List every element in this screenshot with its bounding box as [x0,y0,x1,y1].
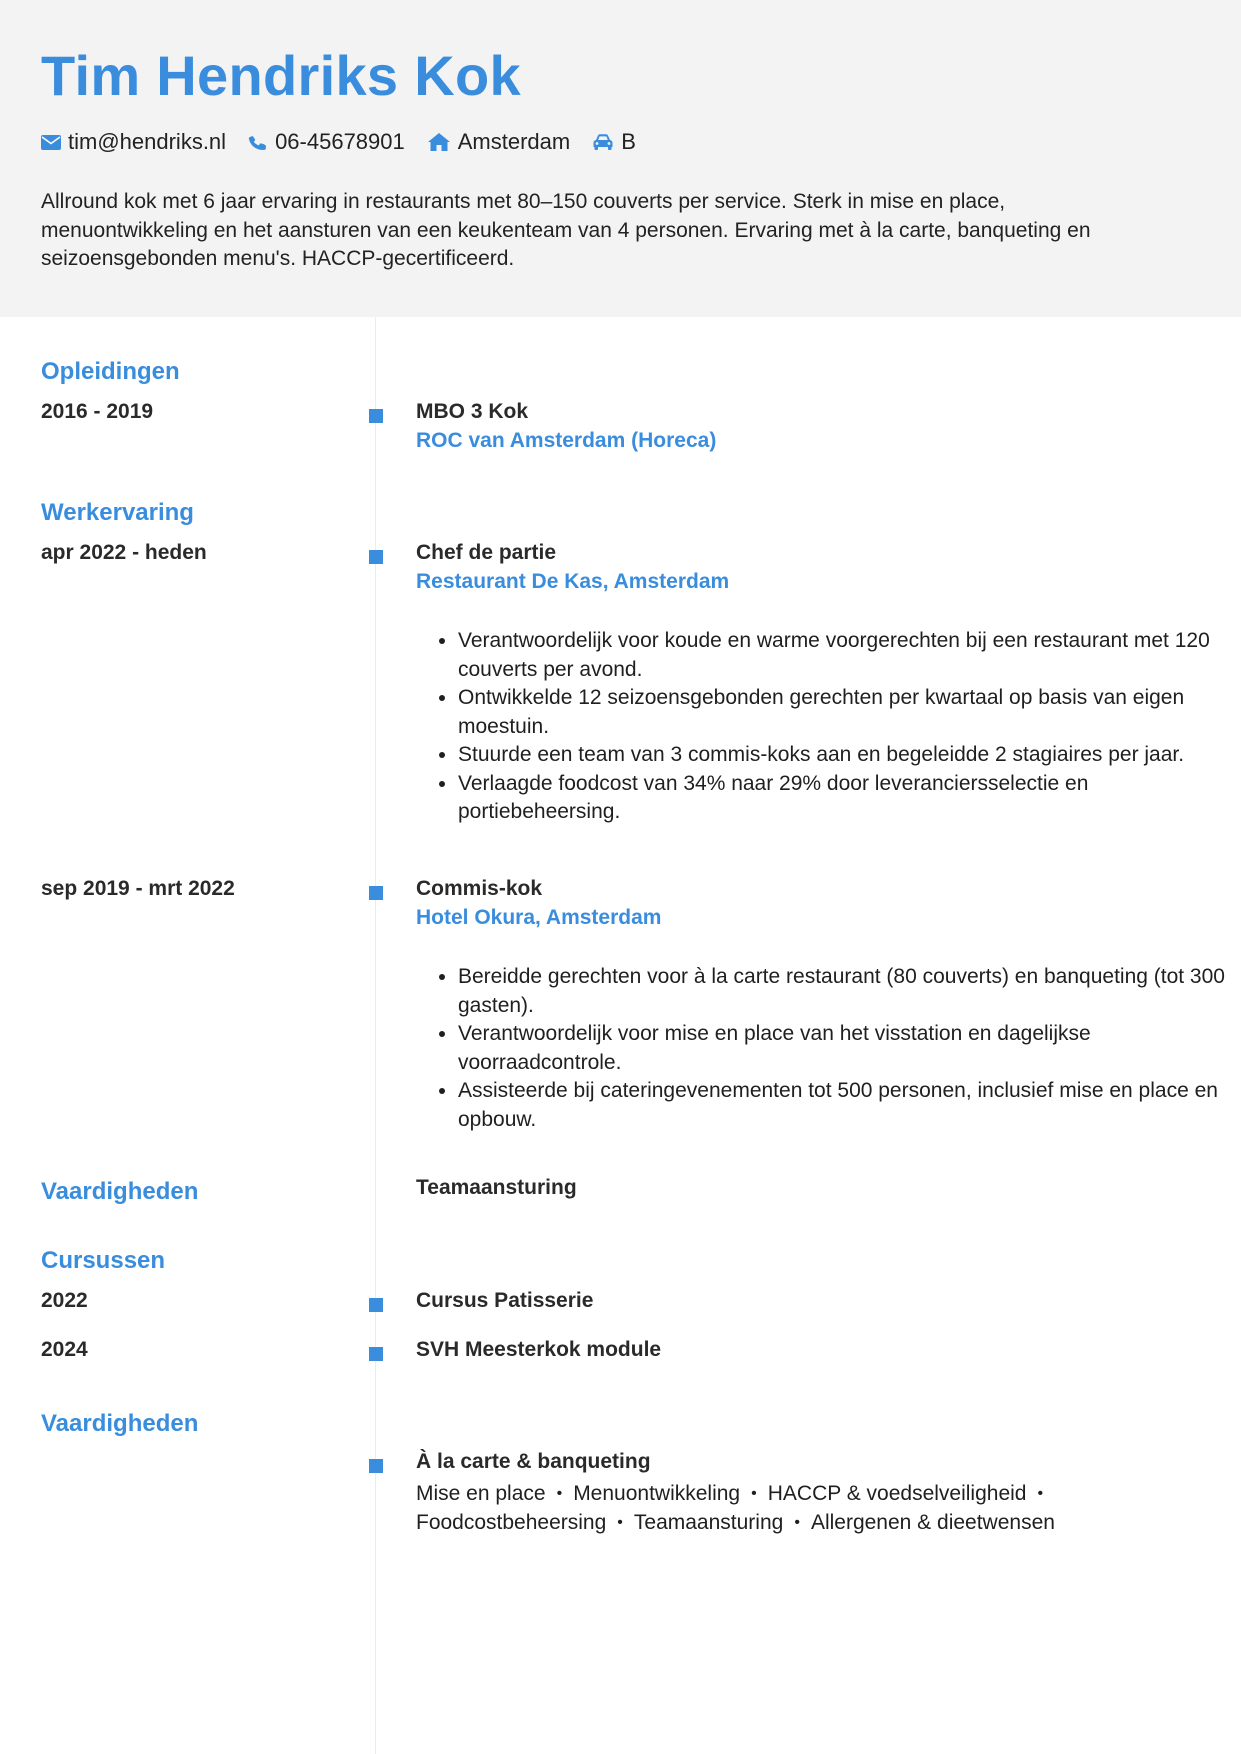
phone-icon [248,132,268,152]
skill-separator: • [794,1514,800,1531]
course-date: 2024 [41,1338,88,1361]
section-title-experience: Werkervaring [41,499,194,526]
list-item: • Assisteerde bij cateringevenementen tot 500 personen, inclusief mise en place en opbouw. [458,1077,1238,1134]
job-employer: Hotel Okura, Amsterdam [416,906,662,929]
list-item: • Verantwoordelijk voor mise en place van het visstation en dagelijkse voorraadcontrole. [458,1020,1238,1077]
timeline-marker [369,1347,383,1361]
header-panel [0,0,1241,317]
list-item: • Bereidde gerechten voor à la carte restaurant (80 couverts) en banqueting (tot 300 gasten). [458,963,1238,1020]
section-title-education: Opleidingen [41,358,180,385]
skill-item: Teamaansturing [633,1511,784,1534]
education-date: 2016 - 2019 [41,400,154,423]
profile-summary: Allround kok met 6 jaar ervaring in restaurants met 80–150 couverts per service. Sterk in mise en place, menuontwikkeling en het aansturen van een keukenteam van 4 personen. Ervaring met à la carte, banqueting en seizoensgebonden menu's. HACCP-gecertificeerd. [41,190,1091,270]
course-date: 2022 [41,1289,88,1312]
job-title: Commis-kok [416,877,543,900]
contact-email [41,129,226,155]
contact-location-text: Amsterdam [457,129,571,154]
course-name: Cursus Patisserie [416,1289,594,1312]
list-item: • Verantwoordelijk voor koude en warme voorgerechten bij een restaurant met 120 couverts per avond. [458,627,1238,684]
contact-license [592,129,636,155]
timeline-divider [375,317,376,1754]
skill-item: Teamaansturing [416,1176,577,1199]
course-name: SVH Meesterkok module [416,1338,662,1361]
skill-item: Foodcostbeheersing [416,1511,607,1534]
job-employer: Restaurant De Kas, Amsterdam [416,570,730,593]
section-title-courses: Cursussen [41,1247,166,1274]
skill-item: Allergenen & dieetwensen [810,1511,1055,1534]
list-item: • Ontwikkelde 12 seizoensgebonden gerechten per kwartaal op basis van eigen moestuin. [458,684,1238,741]
skill-item: Menuontwikkeling [573,1482,741,1505]
education-school: ROC van Amsterdam (Horeca) [416,429,717,452]
home-icon [427,132,451,152]
timeline-marker [369,550,383,564]
section-title-skills: Vaardigheden [41,1410,199,1437]
section-title-skills: Vaardigheden [41,1178,199,1205]
job-bullets [416,963,1238,1134]
contact-phone-text: 06-45678901 [275,129,405,154]
list-item: • Stuurde een team van 3 commis-koks aan en begeleidde 2 stagiaires per jaar. [458,741,1238,770]
timeline-marker [369,1298,383,1312]
car-icon [592,133,614,151]
skill-separator: • [1037,1485,1044,1502]
contact-email-text: tim@hendriks.nl [68,129,227,154]
contact-row [41,128,658,156]
timeline-marker [369,886,383,900]
education-degree: MBO 3 Kok [416,400,529,423]
skill-item: HACCP & voedselveiligheid [767,1482,1027,1505]
contact-phone [248,129,405,155]
envelope-icon [41,135,61,150]
timeline-marker [369,409,383,423]
skill-separator: • [556,1485,563,1502]
skill-separator: • [751,1485,757,1502]
job-date: sep 2019 - mrt 2022 [41,877,235,900]
candidate-name: Tim Hendriks Kok [41,44,521,107]
job-title: Chef de partie [416,541,557,564]
skill-group-heading: À la carte & banqueting [416,1450,651,1473]
skill-item: Mise en place [416,1482,546,1505]
job-date: apr 2022 - heden [41,541,207,564]
contact-location [427,129,570,155]
contact-license-text: B [621,129,636,154]
timeline-marker [369,1459,383,1473]
skill-list [416,1479,1196,1537]
skill-separator: • [617,1514,623,1531]
job-bullets [416,627,1238,827]
list-item: • Verlaagde foodcost van 34% naar 29% door leveranciersselectie en portiebeheersing. [458,770,1238,827]
